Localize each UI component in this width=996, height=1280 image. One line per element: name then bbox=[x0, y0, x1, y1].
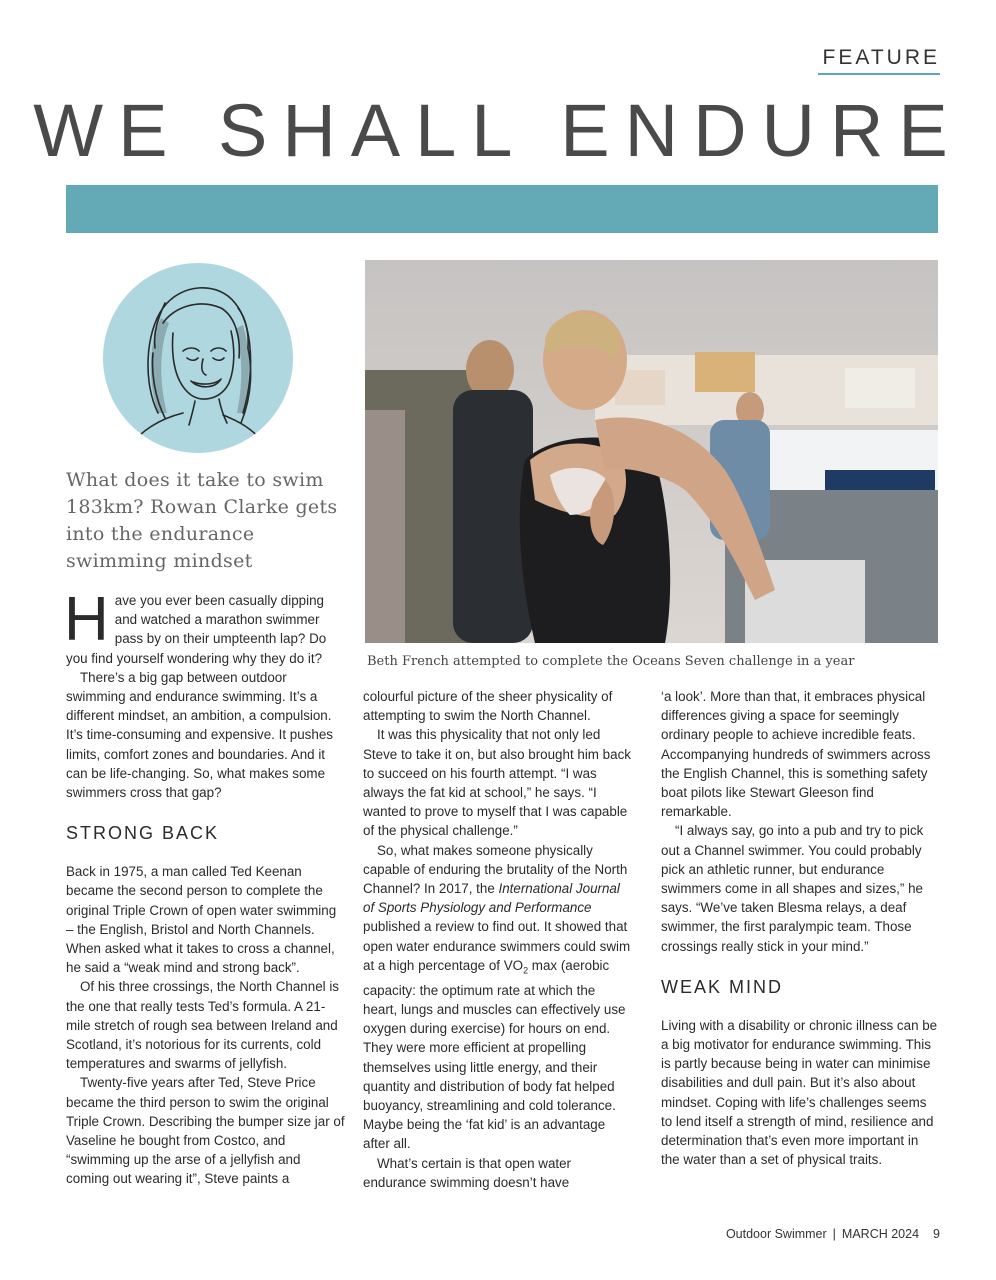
feature-photo bbox=[365, 260, 938, 643]
photo-caption: Beth French attempted to complete the Oceans Seven challenge in a year bbox=[367, 654, 855, 669]
footer-separator: | bbox=[832, 1227, 836, 1241]
body-paragraph: It was this physicality that not only led Steve to take it on, but also brought him back to succeed on his fourth attempt. “I was always the fat kid at school,” he says. “I wanted to prove to myself that I was capable of the physical challenge.” bbox=[363, 727, 631, 839]
section-label: FEATURE bbox=[822, 46, 940, 69]
article-column-3 bbox=[661, 687, 939, 1169]
body-paragraph: ‘a look’. More than that, it embraces physical differences giving a space for seemingly ordinary people to achieve incredible feats. Accompanying hundreds of swimmers across the English Channel, this is something safety boat pilots like Stewart Gleeson find remarkable. bbox=[661, 689, 931, 820]
harbour-photo-illustration bbox=[365, 260, 938, 643]
body-paragraph: What’s certain is that open water endurance swimming doesn’t have bbox=[363, 1155, 572, 1190]
section-underline bbox=[818, 73, 940, 75]
article-column-2 bbox=[363, 687, 633, 1192]
page-number: 9 bbox=[933, 1227, 940, 1241]
body-paragraph: “I always say, go into a pub and try to pick out a Channel swimmer. You could probably pick an athletic runner, but endurance swimmers come in all shapes and sizes,” he says. “We’ve taken Blesma relays, a deaf swimmer, the first paralympic team. Those crossings really stick in your mind.” bbox=[661, 823, 924, 954]
portrait-sketch bbox=[103, 263, 293, 453]
subheading-weak-mind: WEAK MIND bbox=[661, 976, 784, 997]
publication-name: Outdoor Swimmer bbox=[725, 1227, 827, 1241]
page-footer bbox=[600, 1227, 940, 1241]
author-portrait-illustration bbox=[103, 263, 293, 453]
body-paragraph: There’s a big gap between outdoor swimming and endurance swimming. It’s a different mindset, an ambition, a compulsion. It’s time-consuming and expensive. It pushes limits, comfort zones and boundaries. And it can be life-changing. So, what makes some swimmers cross that gap? bbox=[66, 669, 333, 801]
headline: WE SHALL ENDURE bbox=[33, 89, 963, 172]
subscript: 2 bbox=[523, 965, 529, 976]
drop-cap: H bbox=[64, 585, 109, 654]
body-paragraph: Living with a disability or chronic illness can be a big motivator for endurance swimming. This is partly because being in water can minimise disabilities and dull pain. But it’s also about mindset. Coping with life’s challenges seems to lend itself a strength of mind, resilience and determination that’s even more important in the water than a set of physical traits. bbox=[661, 1017, 938, 1168]
body-paragraph: Twenty-five years after Ted, Steve Price became the third person to swim the original Triple Crown. Describing the bumper size jar of Vaseline he bought from Costco, and “swimming up the arse of a jellyfish and coming out wearing it”, Steve paints a bbox=[66, 1075, 345, 1187]
intro-paragraph: Have you ever been casually dipping and watched a marathon swimmer pass by on their umpteenth lap? Do you find yourself wondering why they do it? bbox=[64, 585, 327, 666]
body-paragraph: Back in 1975, a man called Ted Keenan became the second person to complete the original Triple Crown of open water swimming – the English, Bristol and North Channels. When asked what it takes to cross a channel, he said a “weak mind and strong back”. bbox=[66, 864, 337, 976]
body-paragraph: So, what makes someone physically capable of enduring the brutality of the North Channel? In 2017, the International Journal of Sports Physiology and Performance published a review to find out. It showed that open water endurance swimmers could swim at a high percentage of $VO_2$ max (aerobic capacity: the optimum rate at which the heart, lungs and muscles can effectively use oxygen during exercise) for hours on end. They were more efficient at propelling themselves using little energy, and their quantity and distribution of body fat helped buoyancy, streamlining and cold tolerance. Maybe being the ‘fat kid’ is an advantage after all. bbox=[363, 842, 631, 1152]
body-paragraph: Of his three crossings, the North Channel is the one that really tests Ted’s formula. A 21-mile stretch of rough sea between Ireland and Scotland, it’s notorious for its currents, cold temperatures and swarms of jellyfish. bbox=[66, 979, 340, 1072]
journal-title: International Journal of Sports Physiology and Performance bbox=[363, 881, 620, 916]
standfirst: What does it take to swim 183km? Rowan Clarke gets into the endurance swimming mindset bbox=[66, 469, 338, 572]
article-column-1 bbox=[64, 585, 346, 1189]
accent-banner bbox=[66, 185, 938, 233]
subheading-strong-back: STRONG BACK bbox=[66, 823, 220, 844]
issue-date: MARCH 2024 bbox=[841, 1227, 920, 1241]
body-paragraph: colourful picture of the sheer physicality of attempting to swim the North Channel. bbox=[363, 689, 613, 724]
